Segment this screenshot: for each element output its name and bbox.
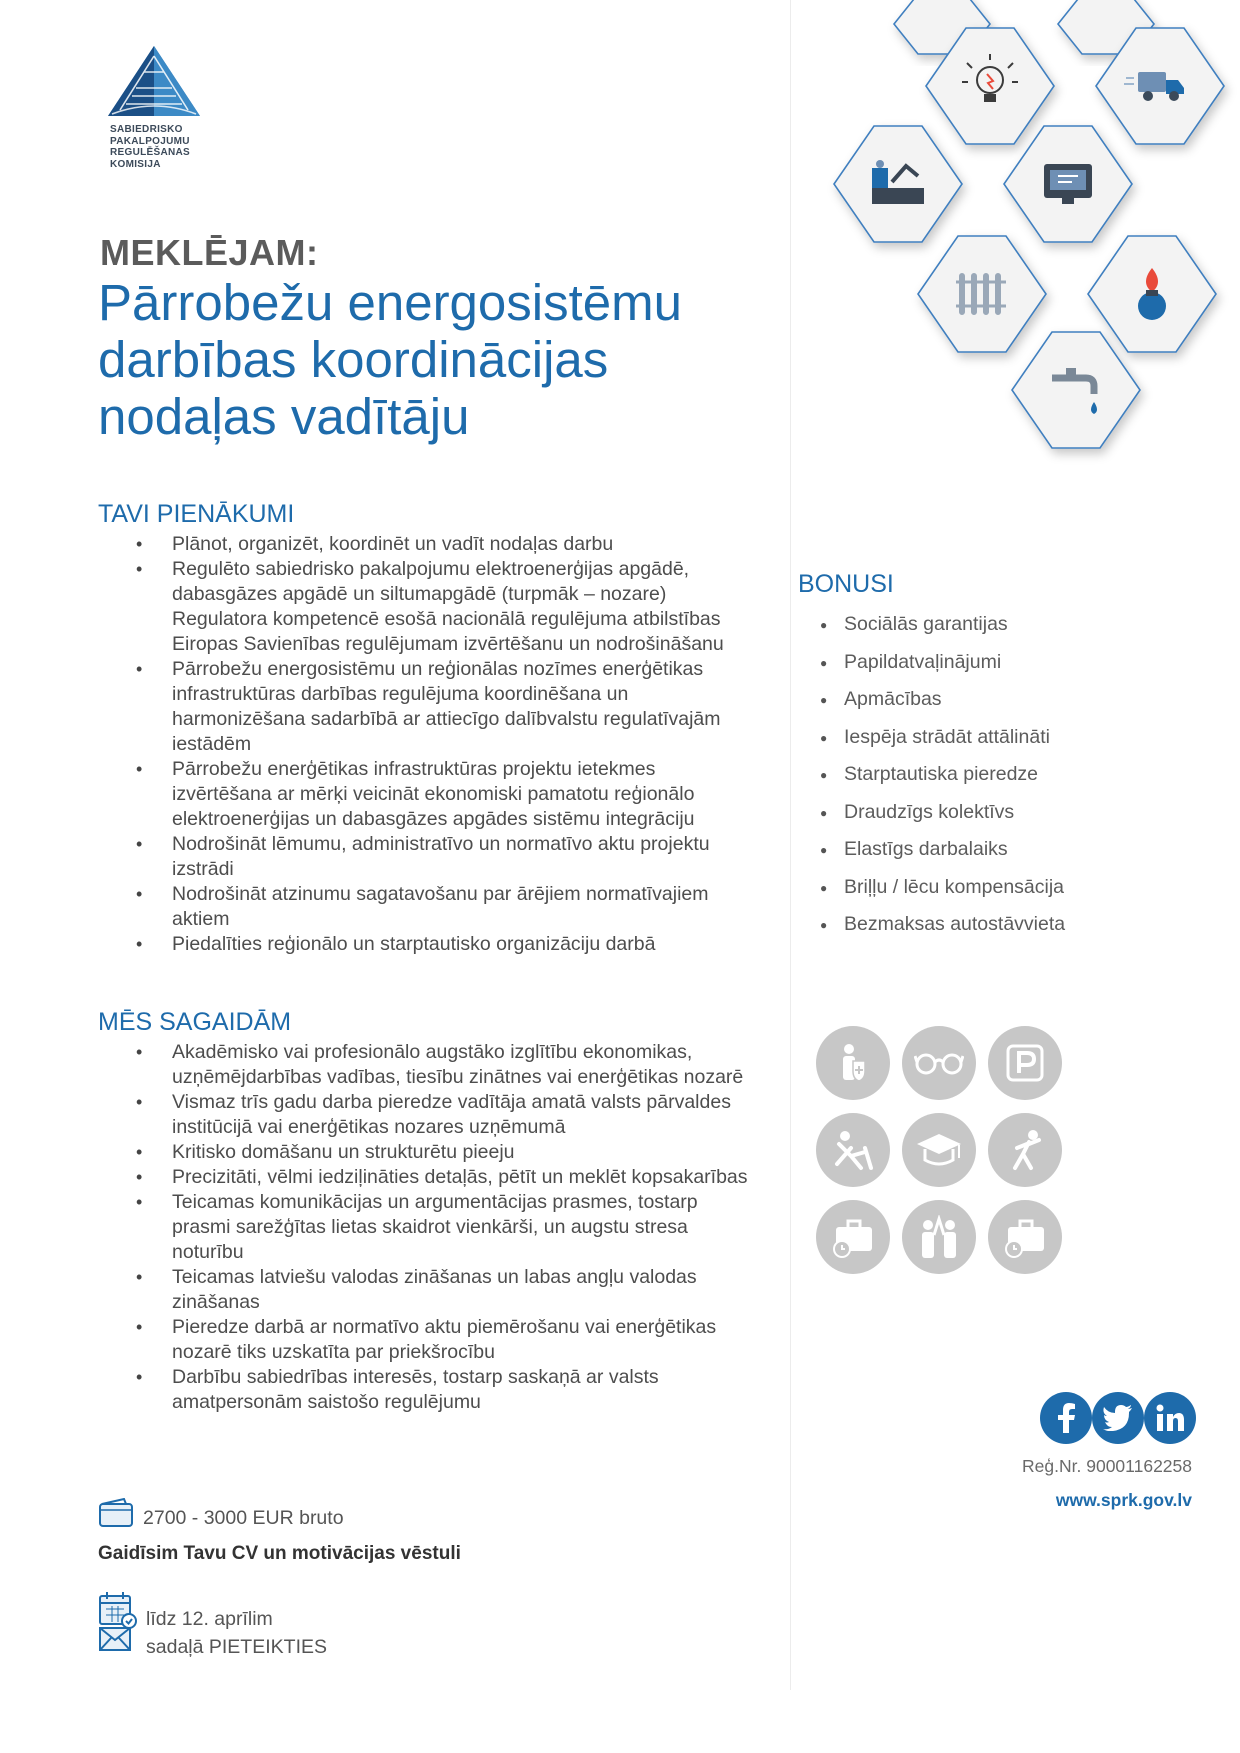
bonus-item: ● Bezmaksas autostāvvieta — [798, 912, 1098, 950]
briefcase-clock-icon — [816, 1200, 890, 1274]
page-kicker: MEKLĒJAM: — [100, 232, 319, 273]
logo-line: PAKALPOJUMU — [110, 135, 190, 147]
registration-number: Reģ.Nr. 90001162258 — [1022, 1456, 1192, 1476]
graduation-cap-icon — [902, 1113, 976, 1187]
cta-text: Gaidīsim Tavu CV un motivācijas vēstuli — [98, 1543, 461, 1564]
bonus-item: ● Papildatvaļinājumi — [798, 650, 1098, 688]
bonus-item: ● Iespēja strādāt attālināti — [798, 725, 1098, 763]
list-item: • Teicamas komunikācijas un argumentācijas prasmes, tostarp prasmi sarežģītas lietas skaidrot vienkārši, un augstu stresa noturību — [98, 1190, 758, 1265]
bonus-item: ● Briļļu / lēcu kompensācija — [798, 875, 1098, 913]
list-item: • Darbību sabiedrības interesēs, tostarp saskaņā ar valsts amatpersonām saistošo regulējumu — [98, 1365, 758, 1415]
deadline-text: līdz 12. aprīlim — [146, 1608, 273, 1630]
list-item: • Kritisko domāšanu un strukturētu pieeju — [98, 1140, 758, 1165]
list-item: • Piedalīties reģionālo un starptautisko organizāciju darbā — [98, 932, 758, 957]
bonus-item: ● Apmācības — [798, 687, 1098, 725]
mail-icon — [98, 1626, 132, 1652]
list-item: • Pieredze darbā ar normatīvo aktu piemērošanu vai enerģētikas nozarē tiks uzskatīta par priekšrocību — [98, 1315, 758, 1365]
deckchair-vacation-icon — [816, 1113, 890, 1187]
title-line: Pārrobežu energosistēmu — [98, 274, 682, 331]
column-divider — [790, 0, 791, 1690]
salary-text: 2700 - 3000 EUR bruto — [143, 1507, 344, 1529]
responsibilities-heading: TAVI PIENĀKUMI — [98, 500, 295, 528]
team-high-five-icon — [902, 1200, 976, 1274]
bonuses-heading: BONUSI — [798, 570, 894, 598]
parking-icon — [988, 1026, 1062, 1100]
bonus-item: ● Sociālās garantijas — [798, 612, 1098, 650]
bonus-item: ● Elastīgs darbalaiks — [798, 837, 1098, 875]
twitter-icon[interactable] — [1092, 1392, 1144, 1444]
title-line: darbības koordinācijas — [98, 331, 609, 388]
logo-line: KOMISIJA — [110, 158, 161, 170]
linkedin-icon[interactable] — [1144, 1392, 1196, 1444]
hexagon-tile — [918, 236, 1046, 352]
briefcase-clock-icon — [988, 1200, 1062, 1274]
calendar-icon — [98, 1590, 138, 1630]
website-link[interactable]: www.sprk.gov.lv — [1055, 1490, 1192, 1510]
responsibilities-list — [98, 532, 758, 957]
monitor-chat-icon — [1044, 164, 1092, 204]
list-item: • Nodrošināt atzinumu sagatavošanu par ārējiem normatīvajiem aktiem — [98, 882, 758, 932]
hexagon-tile — [1012, 332, 1140, 448]
title-line: nodaļas vadītāju — [98, 388, 470, 445]
page-title — [98, 274, 682, 445]
bonuses-list — [798, 612, 1098, 950]
logo-line: SABIEDRISKO — [110, 124, 183, 135]
glasses-icon — [902, 1026, 976, 1100]
list-item: • Precizitāti, vēlmi iedziļināties detaļās, pētīt un meklēt kopsakarības — [98, 1165, 758, 1190]
facebook-icon[interactable] — [1040, 1392, 1092, 1444]
list-item: • Teicamas latviešu valodas zināšanas un labas angļu valodas zināšanas — [98, 1265, 758, 1315]
exercise-icon — [988, 1113, 1062, 1187]
list-item: • Pārrobežu energosistēmu un reģionālas nozīmes enerģētikas infrastruktūras darbības regulējuma koordinēšana un harmonizēšana sadarbībā ar attiecīgo dalībvalstu regulatīvajām iestādēm — [98, 657, 758, 757]
wallet-icon — [98, 1498, 136, 1528]
list-item: • Nodrošināt lēmumu, administratīvo un normatīvo aktu projektu izstrādi — [98, 832, 758, 882]
logo-text — [110, 124, 190, 170]
social-guarantee-icon — [816, 1026, 890, 1100]
requirements-heading: MĒS SAGAIDĀM — [98, 1008, 292, 1036]
list-item: • Akadēmisko vai profesionālo augstāko izglītību ekonomikas, uzņēmējdarbības vadības, tiesību zinātnes vai enerģētikas nozarē — [98, 1040, 758, 1090]
list-item: • Pārrobežu enerģētikas infrastruktūras projektu ietekmes izvērtēšana ar mērķi veicināt ekonomiski pamatotu reģionālo elektroenerģijas un dabasgāzes apgādes sistēmu integrāciju — [98, 757, 758, 832]
list-item: • Vismaz trīs gadu darba pieredze vadītāja amatā valsts pārvaldes institūcijā vai enerģētikas nozares uzņēmumā — [98, 1090, 758, 1140]
list-item: • Regulēto sabiedrisko pakalpojumu elektroenerģijas apgādē, dabasgāzes apgādē un siltumapgādē (turpmāk – nozare) Regulatora kompetencē esošā nacionālā regulējuma atbilstības Eiropas Savienības regulējumam izvērtēšanu un nodrošināšanu — [98, 557, 758, 657]
logo-line: REGULĒŠANAS — [110, 147, 190, 158]
bonus-item: ● Starptautiska pieredze — [798, 762, 1098, 800]
hexagon-tile — [834, 126, 962, 242]
bonus-item: ● Draudzīgs kolektīvs — [798, 800, 1098, 838]
sprk-logo — [106, 44, 202, 120]
apply-text: sadaļā PIETEIKTIES — [146, 1636, 327, 1658]
requirements-list — [98, 1040, 758, 1415]
hexagon-illustration — [806, 0, 1240, 500]
list-item: • Plānot, organizēt, koordinēt un vadīt nodaļas darbu — [98, 532, 758, 557]
